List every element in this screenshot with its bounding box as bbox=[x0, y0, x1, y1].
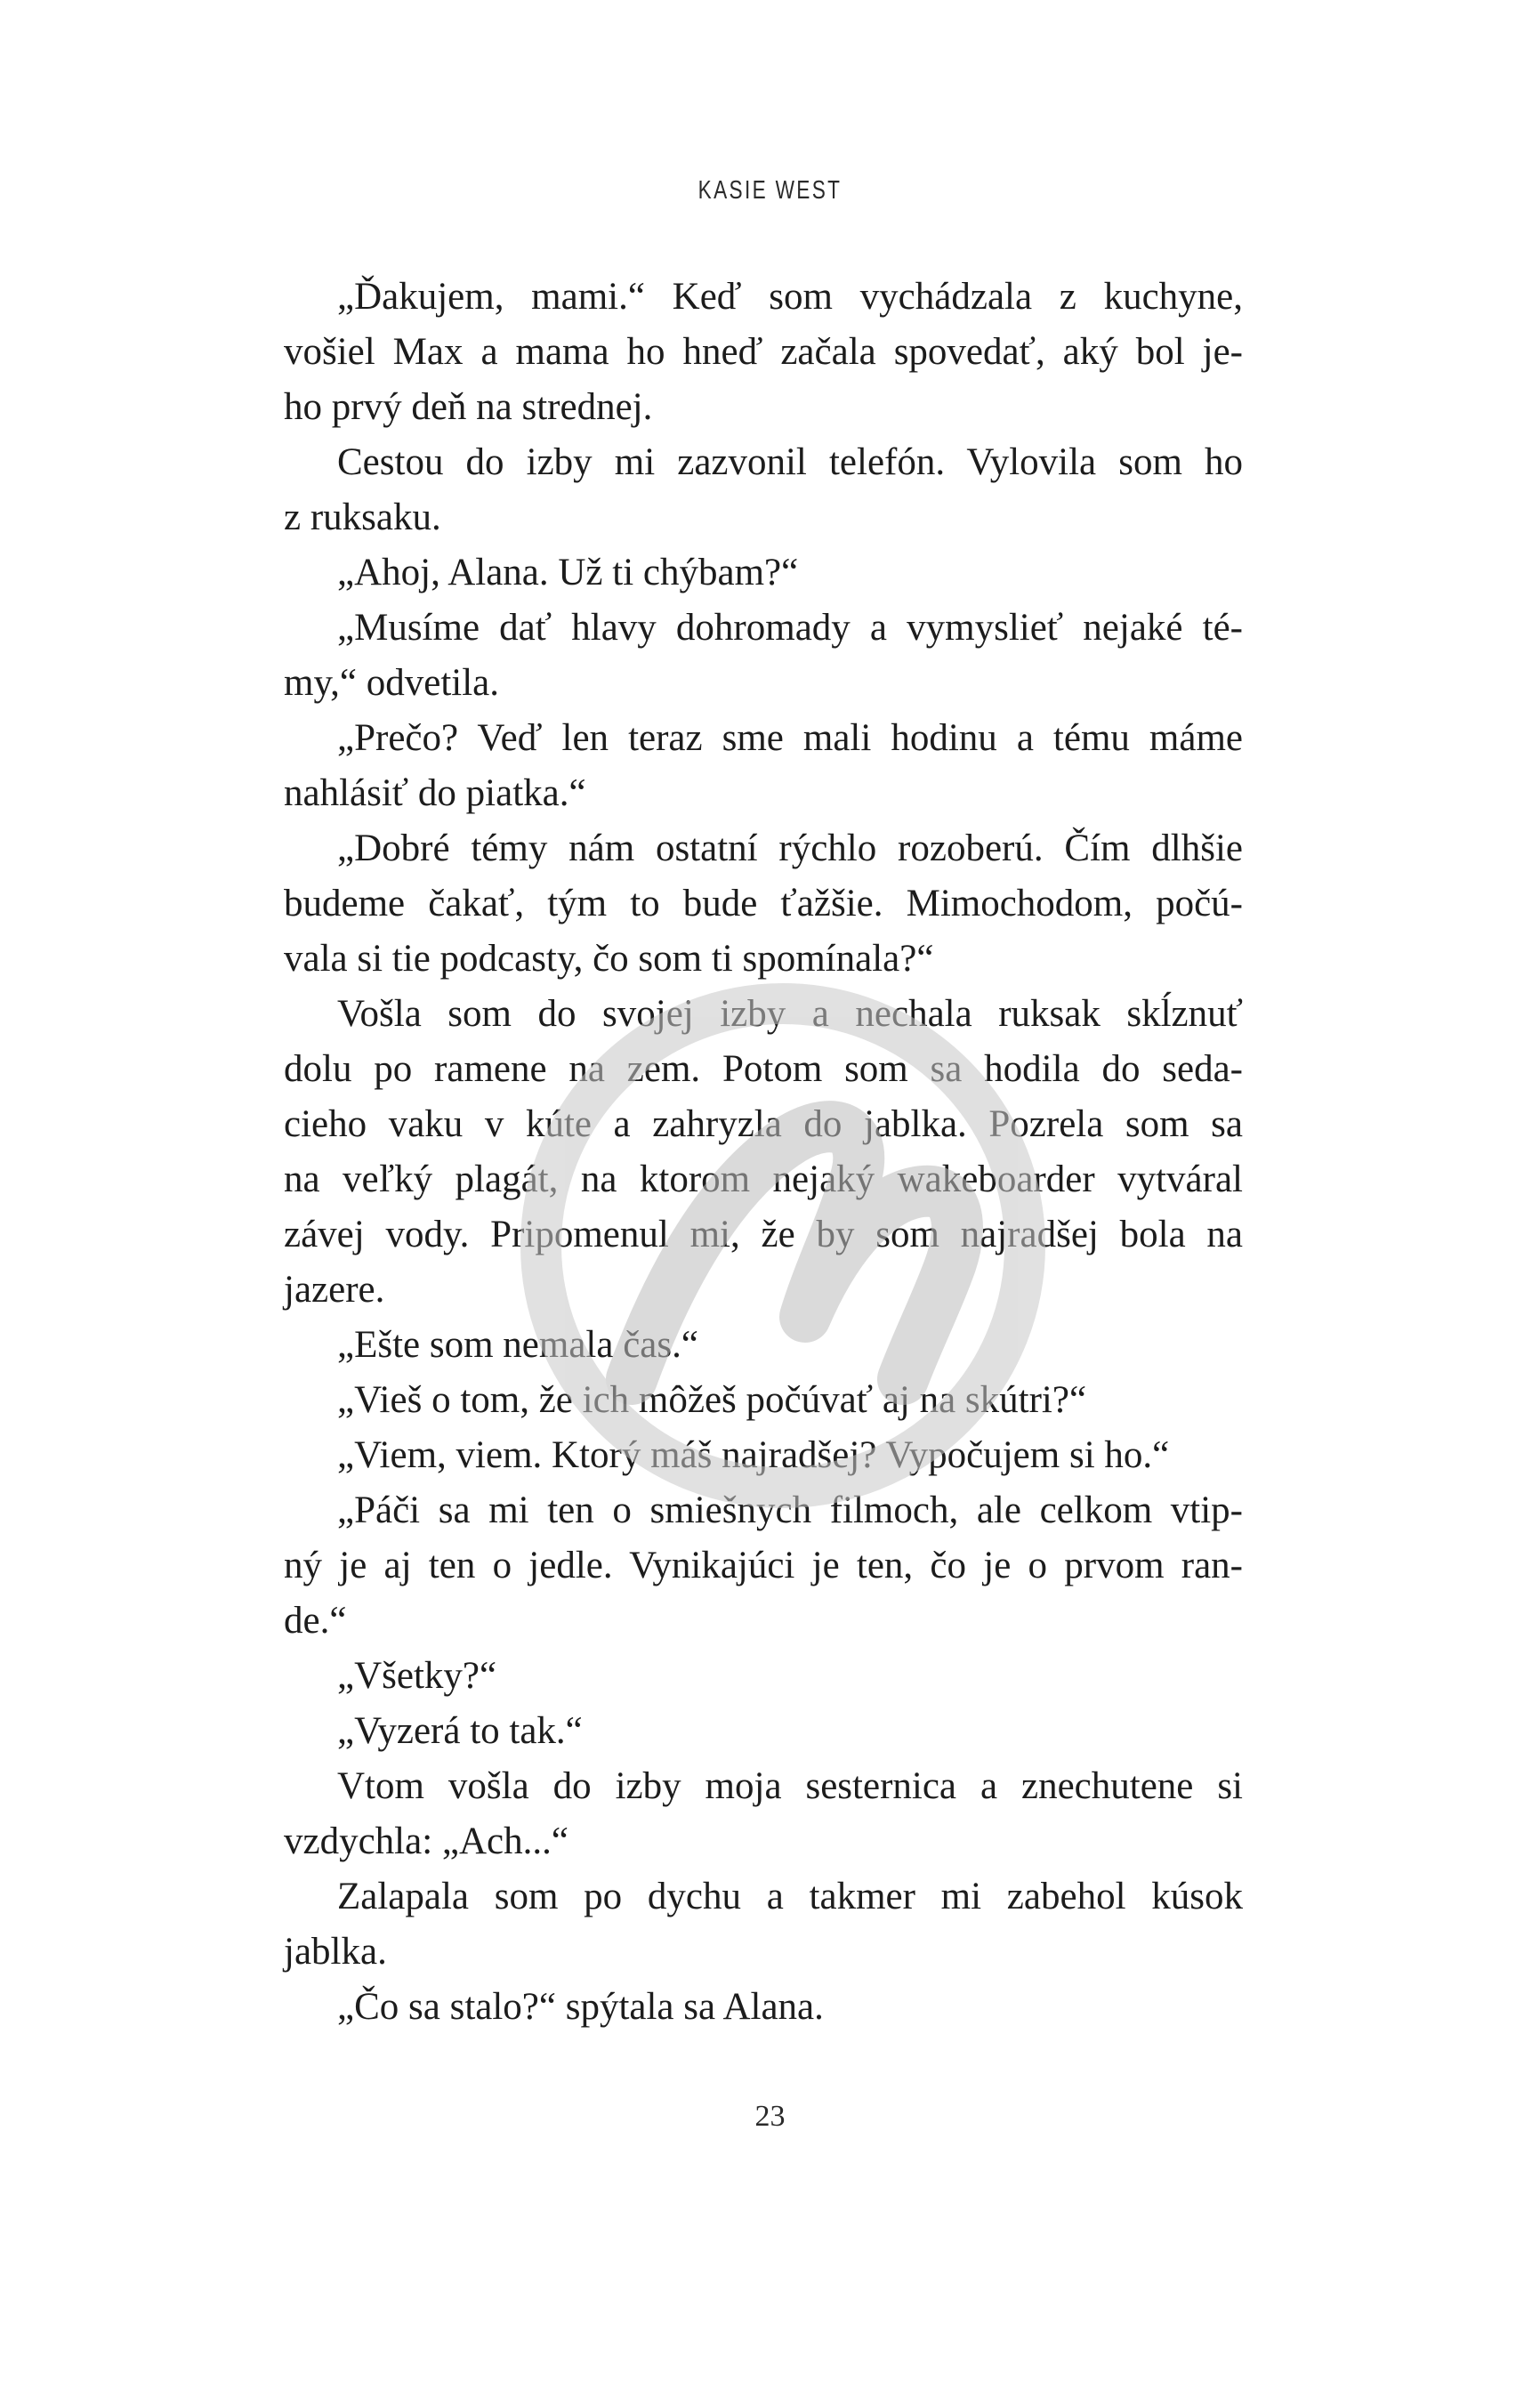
text-line: Vošla som do svojej izby a nechala ruksak skĺznuť bbox=[337, 993, 1243, 1035]
text-line: cieho vaku v kúte a zahryzla do jablka. Pozrela som sa bbox=[284, 1103, 1243, 1145]
text-line: „Prečo? Veď len teraz sme mali hodinu a tému máme bbox=[337, 717, 1243, 759]
text-line: my,“ odvetila. bbox=[284, 662, 500, 704]
text-line: „Viem, viem. Ktorý máš najradšej? Vypočujem si ho.“ bbox=[337, 1434, 1170, 1476]
text-line: dolu po ramene na zem. Potom som sa hodila do seda- bbox=[284, 1048, 1243, 1090]
text-line: „Ďakujem, mami.“ Keď som vychádzala z kuchyne, bbox=[337, 276, 1243, 318]
page-number: 23 bbox=[754, 2100, 786, 2133]
text-line: z ruksaku. bbox=[284, 496, 441, 538]
text-line: „Vieš o tom, že ich môžeš počúvať aj na skútri?“ bbox=[337, 1379, 1087, 1421]
text-line: jazere. bbox=[284, 1269, 385, 1311]
text-line: „Čo sa stalo?“ spýtala sa Alana. bbox=[337, 1986, 824, 2028]
text-line: budeme čakať, tým to bude ťažšie. Mimochodom, počú- bbox=[284, 883, 1243, 924]
text-line: „Vyzerá to tak.“ bbox=[337, 1710, 583, 1752]
text-line: na veľký plagát, na ktorom nejaký wakeboarder vytváral bbox=[284, 1158, 1243, 1200]
text-line: „Dobré témy nám ostatní rýchlo rozoberú. Čím dlhšie bbox=[337, 827, 1243, 869]
text-line: vala si tie podcasty, čo som ti spomínala?“ bbox=[284, 938, 934, 980]
text-line: „Páči sa mi ten o smiešnych filmoch, ale celkom vtip- bbox=[337, 1489, 1243, 1531]
text-line: „Všetky?“ bbox=[337, 1655, 497, 1697]
text-line: „Musíme dať hlavy dohromady a vymyslieť nejaké té- bbox=[337, 607, 1243, 649]
text-line: Cestou do izby mi zazvonil telefón. Vylovila som ho bbox=[337, 441, 1243, 483]
text-line: nahlásiť do piatka.“ bbox=[284, 772, 586, 814]
text-line: ho prvý deň na strednej. bbox=[284, 386, 653, 428]
text-line: vošiel Max a mama ho hneď začala spovedať, aký bol je- bbox=[284, 331, 1243, 373]
text-line: „Ahoj, Alana. Už ti chýbam?“ bbox=[337, 552, 799, 593]
text-line: de.“ bbox=[284, 1600, 347, 1642]
text-line: vzdychla: „Ach...“ bbox=[284, 1820, 568, 1862]
text-line: závej vody. Pripomenul mi, že by som najradšej bola na bbox=[284, 1214, 1243, 1255]
text-line: jablka. bbox=[284, 1931, 387, 1973]
text-line: Vtom vošla do izby moja sesternica a znechutene si bbox=[337, 1765, 1243, 1807]
text-line: „Ešte som nemala čas.“ bbox=[337, 1324, 698, 1366]
text-line: Zalapala som po dychu a takmer mi zabehol kúsok bbox=[337, 1876, 1243, 1917]
text-line: ný je aj ten o jedle. Vynikajúci je ten, čo je o prvom ran- bbox=[284, 1545, 1243, 1586]
body-text bbox=[284, 270, 1243, 2035]
running-head: KASIE WEST bbox=[697, 176, 843, 205]
